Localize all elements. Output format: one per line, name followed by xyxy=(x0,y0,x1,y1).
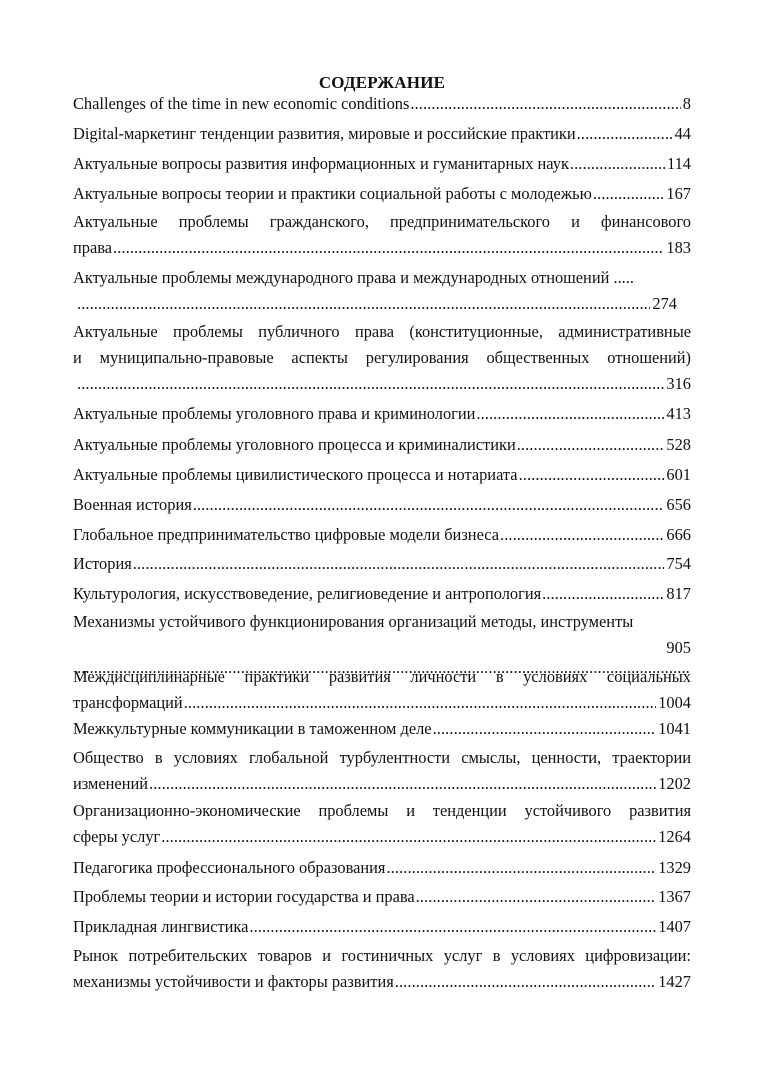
toc-entry-title-cont: механизмы устойчивости и факторы развития xyxy=(73,972,394,991)
toc-entry-title: Культурология, искусствоведение, религиоведение и антропология xyxy=(73,584,542,603)
toc-entry[interactable] xyxy=(73,914,691,940)
dot-leader xyxy=(577,121,673,147)
toc-page-number: 656 xyxy=(666,495,691,514)
toc-entry[interactable] xyxy=(73,716,691,742)
toc-entry-title: Актуальные вопросы теории и практики социальной работы с молодежью xyxy=(73,184,592,203)
toc-entry-title-cont: трансформаций xyxy=(73,693,183,712)
dot-leader xyxy=(395,969,656,995)
toc-entry[interactable] xyxy=(73,581,691,607)
dot-leader xyxy=(500,522,664,548)
toc-page-number: 167 xyxy=(666,184,691,203)
toc-page-number: 413 xyxy=(666,404,691,423)
toc-page-number: 44 xyxy=(674,124,691,143)
toc-entry-title: Военная история xyxy=(73,495,192,514)
toc-title: СОДЕРЖАНИЕ xyxy=(318,73,446,92)
toc-entry-title: Механизмы устойчивого функционирования организаций методы, инструменты xyxy=(73,612,634,631)
toc-entry-title: Межкультурные коммуникации в таможенном деле xyxy=(73,719,432,738)
toc-entry[interactable] xyxy=(73,855,691,881)
toc-entry[interactable] xyxy=(73,401,691,427)
toc-page-number: 183 xyxy=(666,238,691,257)
toc-entry-title: Глобальное предпринимательство цифровые модели бизнеса xyxy=(73,525,500,544)
toc-entry[interactable] xyxy=(73,181,691,207)
toc-entry-title: Организационно-экономические проблемы и тенденции устойчивого развития xyxy=(73,801,691,820)
toc-entry[interactable] xyxy=(73,209,691,261)
toc-page-number: 666 xyxy=(666,525,691,544)
toc-entry-title: Актуальные проблемы международного права и международных отношений ..... xyxy=(73,268,634,287)
toc-entry-title: Challenges of the time in new economic conditions xyxy=(73,94,410,113)
dot-leader xyxy=(77,371,664,397)
toc-entry-title: История xyxy=(73,554,132,573)
toc-entry-title: Междисциплинарные практики развития личности в условиях социальных xyxy=(73,667,691,686)
dot-leader xyxy=(386,855,656,881)
toc-entry[interactable] xyxy=(73,319,691,397)
dot-leader xyxy=(570,151,665,177)
toc-entry-title: Проблемы теории и истории государства и права xyxy=(73,887,415,906)
toc-entry[interactable] xyxy=(73,151,691,177)
dot-leader xyxy=(519,462,665,488)
dot-leader xyxy=(416,884,657,910)
toc-entry[interactable] xyxy=(73,943,691,995)
toc-entry-title: Актуальные проблемы цивилистического процесса и нотариата xyxy=(73,465,518,484)
toc-entry[interactable] xyxy=(73,884,691,910)
toc-page-number: 1427 xyxy=(658,972,691,991)
toc-entry[interactable] xyxy=(73,522,691,548)
toc-entry-title: Педагогика профессионального образования xyxy=(73,858,386,877)
toc-page-number: 114 xyxy=(667,154,691,173)
toc-entry[interactable] xyxy=(73,91,691,117)
toc-entry-title: Прикладная лингвистика xyxy=(73,917,249,936)
toc-page-number: 1004 xyxy=(658,693,691,712)
toc-page-number: 274 xyxy=(652,294,677,313)
dot-leader xyxy=(249,914,656,940)
toc-page-number: 8 xyxy=(682,94,691,113)
toc-entry-title: Актуальные проблемы гражданского, предпринимательского и финансового xyxy=(73,212,691,231)
toc-page-number: 1367 xyxy=(658,887,691,906)
toc-entry-title-cont: сферы услуг xyxy=(73,827,161,846)
toc-page-number: 1407 xyxy=(658,917,691,936)
dot-leader xyxy=(593,181,665,207)
toc-entry-title: Актуальные вопросы развития информационных и гуманитарных наук xyxy=(73,154,569,173)
dot-leader xyxy=(410,91,680,117)
dot-leader xyxy=(113,235,664,261)
dot-leader xyxy=(161,824,656,850)
toc-entry-title: Digital-маркетинг тенденции развития, мировые и российские практики xyxy=(73,124,576,143)
dot-leader xyxy=(476,401,664,427)
toc-entry[interactable] xyxy=(73,745,691,797)
toc-entry-title-cont: изменений xyxy=(73,774,149,793)
toc-entry[interactable] xyxy=(73,798,691,850)
toc-page-number: 817 xyxy=(666,584,691,603)
dot-leader xyxy=(517,432,665,458)
toc-entry[interactable] xyxy=(73,265,691,317)
dot-leader xyxy=(542,581,664,607)
toc-entry-title-cont: права xyxy=(73,238,113,257)
toc-entry[interactable] xyxy=(73,121,691,147)
toc-page-number: 905 xyxy=(666,638,691,657)
toc-entry[interactable] xyxy=(73,492,691,518)
toc-entry-title: Актуальные проблемы уголовного процесса и криминалистики xyxy=(73,435,516,454)
dot-leader xyxy=(77,291,650,317)
toc-entry-title: Актуальные проблемы уголовного права и криминологии xyxy=(73,404,476,423)
toc-page-number: 1329 xyxy=(658,858,691,877)
dot-leader xyxy=(433,716,657,742)
toc-entry[interactable] xyxy=(73,664,691,716)
toc-page-number: 754 xyxy=(666,554,691,573)
dot-leader xyxy=(193,492,665,518)
toc-page-number: 316 xyxy=(666,374,691,393)
toc-entry-title: Рынок потребительских товаров и гостиничных услуг в условиях цифровизации: xyxy=(73,946,691,965)
toc-entry-title: Актуальные проблемы публичного права (конституционные, административные xyxy=(73,322,691,341)
toc-entry[interactable] xyxy=(73,462,691,488)
dot-leader xyxy=(133,551,665,577)
toc-page-number: 1041 xyxy=(658,719,691,738)
toc-page-number: 1202 xyxy=(658,774,691,793)
toc-page-number: 1264 xyxy=(658,827,691,846)
toc-entry[interactable] xyxy=(73,551,691,577)
toc-entry-title-cont: и муниципально-правовые аспекты регулирования общественных отношений) xyxy=(73,348,691,367)
toc-page-number: 601 xyxy=(666,465,691,484)
dot-leader xyxy=(149,771,656,797)
toc-entry-title: Общество в условиях глобальной турбулентности смыслы, ценности, траектории xyxy=(73,748,691,767)
dot-leader xyxy=(184,690,657,716)
toc-page-number: 528 xyxy=(666,435,691,454)
toc-entry[interactable] xyxy=(73,432,691,458)
